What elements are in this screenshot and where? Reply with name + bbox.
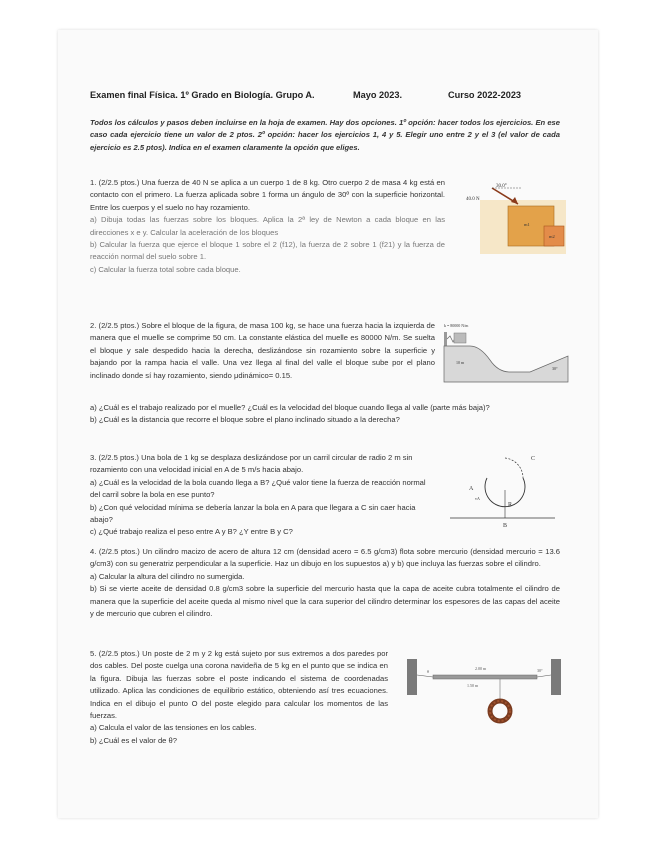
q3-part-a: a) ¿Cuál es la velocidad de la bola cuando llega a B? ¿Qué valor tiene la fuerza de reacción normal del carril sobre la bola en ese punto? [90,477,426,500]
length-label-2: 1.50 m [467,683,479,688]
question-4 [90,546,560,620]
left-wall [407,659,417,695]
right-cable [537,675,551,677]
q4-stem: 4. (2/2.5 ptos.) Un cilindro macizo de acero de altura 12 cm (densidad acero = 6.5 g/cm3) flota sobre mercurio (densidad mercurio = 13.6 g/cm3) con su generatriz perpendicular a la superficie. Haz un dibujo en los supuestos a) y b) que incluya las fuerzas sobre el cilindro. [90,547,560,569]
m1-label: m1 [524,222,530,227]
q3-part-b: b) ¿Con qué velocidad mínima se debería lanzar la bola en A para que llegara a C sin caer hacia abajo? [90,502,416,525]
exam-course: Curso 2022-2023 [448,90,522,100]
question-2 [90,320,435,382]
cable-angle-label: 30° [537,668,543,673]
q2-part-a: a) ¿Cuál es el trabajo realizado por el muelle? ¿Cuál es la velocidad del bloque cuando llega al valle (parte más baja)? [90,403,490,412]
question-3 [90,452,430,539]
q1-part-c: c) Calcular la fuerza total sobre cada bloque. [90,264,241,274]
height-label: 10 m [456,360,465,365]
radius-label: R [508,502,513,508]
q1-part-b: b) Calcular la fuerza que ejerce el bloque 1 sobre el 2 (f12), la fuerza de 2 sobre 1 (f21) y la fuerza de reacción normal del suelo sobre 1. [90,240,445,262]
exam-date: Mayo 2023. [353,90,403,100]
force-label: 40.0 N [466,197,480,202]
q5-part-a: a) Calcula el valor de las tensiones en los cables. [90,723,257,733]
velocity-label: vA [475,496,480,501]
point-a-label: A [469,486,474,492]
length-label-1: 2.00 m [475,666,487,671]
q5-part-b: b) ¿Cuál es el valor de θ? [90,735,177,745]
wreath [490,701,510,721]
q4-part-b: b) Si se vierte aceite de densidad 0.8 g/cm3 sobre la superficie del mercurio hasta que la capa de aceite cubra totalmente el cilindro de manera que la superficie del aceite queda al mismo nivel que la cara superior del cilindro determinar los espesores de las capas del aceite y de mercurio que cubren el cilindro. [90,584,560,619]
pole [433,675,537,679]
incline-angle-label: 30° [552,366,558,371]
right-wall [551,659,561,695]
q3-figure [445,448,565,533]
question-5 [90,648,388,747]
point-c-label: C [531,456,536,462]
block [454,333,466,343]
q3-part-c: c) ¿Qué trabajo realiza el peso entre A y B? ¿Y entre B y C? [90,527,293,537]
spring-constant-label: k = 80000 N/m [444,323,469,328]
theta-label: θ [427,669,429,674]
q3-stem: 3. (2/2.5 ptos.) Una bola de 1 kg se desplaza deslizándose por un carril circular de radio 2 m sin rozamiento con una velocidad inicial en A de 5 m/s hacia abajo. [90,453,413,475]
q1-figure [458,180,568,255]
q1-part-a: a) Dibuja todas las fuerzas sobre los bloques. Aplica la 2ª ley de Newton a cada bloque en las direcciones x e y. Calcular la aceleración de los bloques [90,215,445,237]
point-b-label: B [503,523,508,529]
m2-label: m2 [549,234,555,239]
instructions: Todos los cálculos y pasos deben incluirse en la hoja de examen. Hay dos opciones. 1º opción: hacer todos los ejercicios. En ese caso cada ejercicio tiene un valor de 2 ptos. 2º opción: hacer los ejercicios 1, 4 y 5. Elegir uno entre 2 y el 3 (el valor de cada ejercicio es 2.5 ptos). Indica en el examen claramente la opción que eliges. [90,118,560,152]
angle-label: 30.0° [496,184,507,189]
q5-stem: 5. (2/2.5 ptos.) Un poste de 2 m y 2 kg está sujeto por sus extremos a dos paredes por dos cables. Del poste cuelga una corona navideña de 5 kg en el punto que se indica en la figura. Dibuja las fuerzas sobre el poste indicando el sistema de coordenadas utilizado. Aplica las condiciones de equilibrio estático, obteniendo así tres ecuaciones. Indica en el dibujo el punto O del poste elegido para calcular los momentos de las fuerzas. [90,649,388,721]
q2-part-b: b) ¿Cuál es la distancia que recorre el bloque sobre el plano inclinado situado a la derecha? [90,415,400,425]
q1-stem: 1. (2/2.5 ptos.) Una fuerza de 40 N se aplica a un cuerpo 1 de 8 kg. Otro cuerpo 2 de masa 4 kg está en contacto con el primero. La fuerza aplicada sobre 1 forma un ángulo de 30º con la superficie horizontal. Entre los cuerpos y el suelo no hay rozamiento. [90,178,445,212]
question-2-parts [90,402,570,427]
left-cable [417,675,433,677]
q4-part-a: a) Calcular la altura del cilindro no sumergida. [90,571,245,581]
question-1 [90,177,445,276]
q2-stem: 2. (2/2.5 ptos.) Sobre el bloque de la figura, de masa 100 kg, se hace una fuerza hacia la izquierda de manera que el muelle se comprime 50 cm. La constante elástica del muelle es 80000 N/m. Se suelta el bloque y sale despedido hacia la derecha, deslizándose sin rozamiento sobre la superficie y bajando por la rampa hacia el valle. Una vez llega al final del valle el bloque sube por el plano inclinado donde sí hay rozamiento, siendo μdinámico= 0.15. [90,321,435,380]
q2-figure [440,320,570,390]
q5-figure [405,655,565,730]
exam-title: Examen final Física. 1º Grado en Biología. Grupo A. [90,90,315,100]
